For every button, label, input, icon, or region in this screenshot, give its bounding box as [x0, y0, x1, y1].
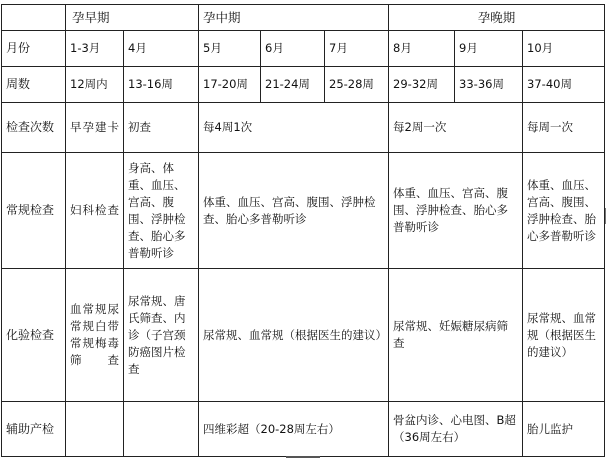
aux-early-cell — [66, 402, 124, 457]
aux-row — [2, 402, 605, 457]
routine-early-cell: 妇科检查 — [66, 153, 124, 269]
month-cell: 10月 — [523, 31, 605, 67]
lab-late-cell: 尿常规、妊娠糖尿病筛查 — [389, 269, 523, 402]
month-cell: 4月 — [124, 31, 199, 67]
checkup-count-row — [2, 103, 605, 153]
week-cell: 13-16周 — [124, 67, 199, 103]
lab-mid-cell: 尿常规、血常规（根据医生的建议） — [199, 269, 389, 402]
period-early: 孕早期 — [66, 5, 199, 31]
week-cell: 21-24周 — [261, 67, 325, 103]
page-break-mark — [286, 456, 320, 458]
aux-label: 辅助产检 — [2, 402, 66, 457]
month-cell: 7月 — [325, 31, 389, 67]
routine-initial-cell: 身高、体重、血压、宫高、腹围、浮肿检查、胎心多普勒听诊 — [124, 153, 199, 269]
aux-final-cell: 胎儿监护 — [523, 402, 605, 457]
lab-row — [2, 269, 605, 402]
period-mid: 孕中期 — [199, 5, 389, 31]
lab-label: 化验检查 — [2, 269, 66, 402]
month-cell: 9月 — [455, 31, 523, 67]
month-cell: 5月 — [199, 31, 261, 67]
week-cell: 25-28周 — [325, 67, 389, 103]
months-label: 月份 — [2, 31, 66, 67]
late-frequency-cell: 每2周一次 — [389, 103, 523, 153]
aux-late-cell: 骨盆内诊、心电图、B超（36周左右） — [389, 402, 523, 457]
initial-check-cell: 初查 — [124, 103, 199, 153]
week-cell: 33-36周 — [455, 67, 523, 103]
corner-cell — [2, 5, 66, 31]
week-cell: 37-40周 — [523, 67, 605, 103]
lab-final-cell: 尿常规、血常规（根据医生的建议） — [523, 269, 605, 402]
aux-mid-cell: 四维彩超（20-28周左右） — [199, 402, 389, 457]
first-build-cell: 早孕建卡 — [66, 103, 124, 153]
checkup-count-label: 检查次数 — [2, 103, 66, 153]
routine-row — [2, 153, 605, 269]
routine-late-cell: 体重、血压、宫高、腹围、浮肿检查、胎心多普勒听诊 — [389, 153, 523, 269]
week-cell: 12周内 — [66, 67, 124, 103]
routine-label: 常规检查 — [2, 153, 66, 269]
month-cell: 1-3月 — [66, 31, 124, 67]
month-cell: 8月 — [389, 31, 455, 67]
month-cell: 6月 — [261, 31, 325, 67]
aux-initial-cell — [124, 402, 199, 457]
routine-final-cell: 体重、血压、宫高、腹围、浮肿检查、胎心多普勒听诊 — [523, 153, 605, 269]
period-late: 孕晚期 — [389, 5, 605, 31]
mid-frequency-cell: 每4周1次 — [199, 103, 389, 153]
week-cell: 17-20周 — [199, 67, 261, 103]
lab-early-cell: 血常规尿常规白带常规梅毒筛查 — [66, 269, 124, 402]
prenatal-checkup-table — [1, 4, 605, 457]
routine-mid-cell: 体重、血压、宫高、腹围、浮肿检查、胎心多普勒听诊 — [199, 153, 389, 269]
final-frequency-cell: 每周一次 — [523, 103, 605, 153]
scroll-edge-mark — [605, 208, 606, 224]
lab-initial-cell: 尿常规、唐氏筛查、内诊（子宫颈防癌图片检查 — [124, 269, 199, 402]
weeks-row — [2, 67, 605, 103]
period-header-row — [2, 5, 605, 31]
weeks-label: 周数 — [2, 67, 66, 103]
months-row — [2, 31, 605, 67]
week-cell: 29-32周 — [389, 67, 455, 103]
